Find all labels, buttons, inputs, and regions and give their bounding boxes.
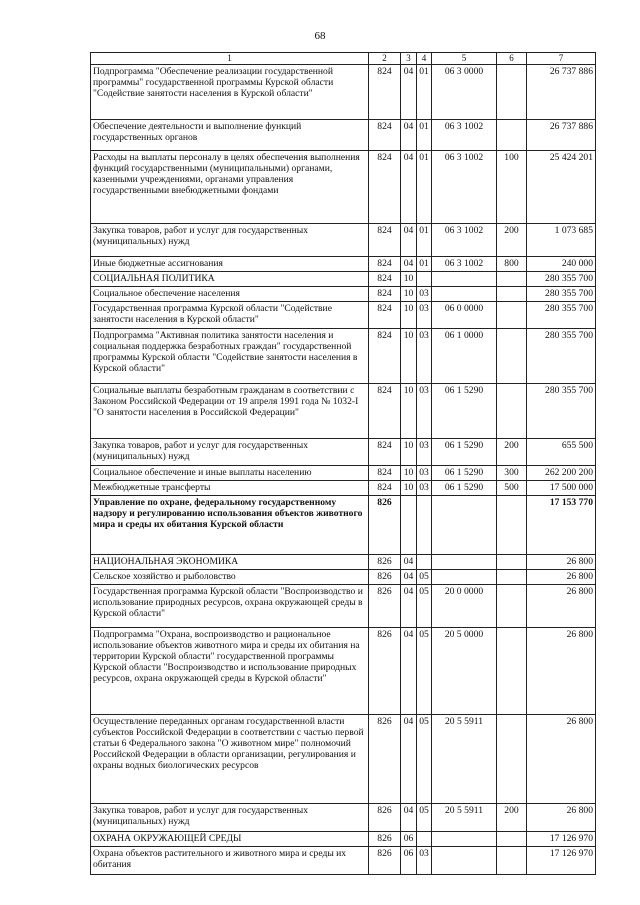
cell-name: Расходы на выплаты персоналу в целях обеспечения выполнения функций государственными (муниципальными) органами, казенными учреждениями, органами управления государственными внебюджетными фондами: [91, 151, 369, 224]
table-row: [91, 65, 596, 120]
cell-subsection-code: [417, 832, 432, 847]
cell-subsection-code: 01: [417, 257, 432, 272]
cell-ministry-code: 824: [369, 272, 401, 287]
cell-amount: 26 800: [527, 585, 596, 628]
cell-subsection-code: 05: [417, 570, 432, 585]
cell-amount: 280 355 700: [527, 287, 596, 302]
cell-section-code: 06: [401, 832, 417, 847]
cell-section-code: 04: [401, 585, 417, 628]
cell-expense-type: [497, 272, 527, 287]
cell-subsection-code: 03: [417, 287, 432, 302]
cell-amount: 26 737 886: [527, 65, 596, 120]
cell-amount: 262 200 200: [527, 466, 596, 481]
cell-expense-type: [497, 832, 527, 847]
table-row: [91, 224, 596, 257]
cell-subsection-code: [417, 555, 432, 570]
cell-subsection-code: 01: [417, 151, 432, 224]
table-row: [91, 329, 596, 384]
cell-target-article: 20 5 5911: [432, 715, 497, 804]
cell-subsection-code: 05: [417, 804, 432, 832]
table-row: [91, 257, 596, 272]
cell-target-article: [432, 496, 497, 555]
table-row: [91, 287, 596, 302]
header-cell: 4: [417, 53, 432, 65]
cell-ministry-code: 826: [369, 496, 401, 555]
cell-subsection-code: 01: [417, 224, 432, 257]
cell-target-article: 06 1 5290: [432, 384, 497, 439]
cell-name: Государственная программа Курской области "Содействие занятости населения в Курской области": [91, 302, 369, 329]
table-row: [91, 151, 596, 224]
cell-expense-type: [497, 496, 527, 555]
table-row: [91, 555, 596, 570]
cell-section-code: 04: [401, 804, 417, 832]
table-row: [91, 585, 596, 628]
cell-target-article: [432, 832, 497, 847]
cell-ministry-code: 826: [369, 628, 401, 715]
cell-expense-type: 200: [497, 804, 527, 832]
cell-expense-type: [497, 287, 527, 302]
cell-name: Иные бюджетные ассигнования: [91, 257, 369, 272]
cell-name: Охрана объектов растительного и животного мира и среды их обитания: [91, 847, 369, 875]
cell-name: Подпрограмма "Активная политика занятости населения и социальная поддержка безработных граждан" государственной программы Курской области "Содействие занятости населения в Курской области": [91, 329, 369, 384]
table-row: [91, 715, 596, 804]
cell-target-article: 06 1 5290: [432, 466, 497, 481]
cell-amount: 280 355 700: [527, 302, 596, 329]
table-row: [91, 804, 596, 832]
cell-section-code: 10: [401, 439, 417, 466]
cell-ministry-code: 824: [369, 151, 401, 224]
cell-expense-type: [497, 847, 527, 875]
cell-expense-type: [497, 715, 527, 804]
cell-section-code: 10: [401, 272, 417, 287]
cell-target-article: 06 1 5290: [432, 439, 497, 466]
cell-name: ОХРАНА ОКРУЖАЮЩЕЙ СРЕДЫ: [91, 832, 369, 847]
cell-name: НАЦИОНАЛЬНАЯ ЭКОНОМИКА: [91, 555, 369, 570]
table-header-row: [91, 53, 596, 65]
header-cell: 3: [401, 53, 417, 65]
cell-ministry-code: 824: [369, 439, 401, 466]
cell-target-article: [432, 847, 497, 875]
cell-name: Социальные выплаты безработным гражданам в соответствии с Законом Российской Федерации от 19 апреля 1991 года № 1032-I "О занятости населения в Российской Федерации": [91, 384, 369, 439]
cell-amount: 655 500: [527, 439, 596, 466]
cell-target-article: 20 5 0000: [432, 628, 497, 715]
cell-amount: 1 073 685: [527, 224, 596, 257]
cell-amount: 17 500 000: [527, 481, 596, 496]
cell-expense-type: [497, 302, 527, 329]
cell-subsection-code: 05: [417, 628, 432, 715]
cell-section-code: 10: [401, 287, 417, 302]
cell-target-article: [432, 287, 497, 302]
cell-section-code: 04: [401, 257, 417, 272]
cell-ministry-code: 824: [369, 224, 401, 257]
cell-name: Подпрограмма "Обеспечение реализации государственной программы" государственной программы Курской области "Содействие занятости населения в Курской области": [91, 65, 369, 120]
cell-expense-type: [497, 555, 527, 570]
cell-amount: 26 800: [527, 628, 596, 715]
cell-target-article: 06 3 1002: [432, 151, 497, 224]
cell-target-article: 06 0 0000: [432, 302, 497, 329]
cell-amount: 240 000: [527, 257, 596, 272]
table-row: [91, 439, 596, 466]
cell-section-code: 04: [401, 555, 417, 570]
cell-expense-type: 800: [497, 257, 527, 272]
cell-amount: 17 126 970: [527, 847, 596, 875]
cell-expense-type: 200: [497, 224, 527, 257]
cell-ministry-code: 826: [369, 804, 401, 832]
cell-ministry-code: 826: [369, 715, 401, 804]
cell-ministry-code: 824: [369, 287, 401, 302]
cell-amount: 26 800: [527, 804, 596, 832]
table-row: [91, 570, 596, 585]
cell-expense-type: [497, 628, 527, 715]
cell-section-code: 04: [401, 65, 417, 120]
cell-section-code: 10: [401, 466, 417, 481]
cell-section-code: 04: [401, 715, 417, 804]
header-cell: 6: [497, 53, 527, 65]
cell-name: Обеспечение деятельности и выполнение функций государственных органов: [91, 120, 369, 151]
cell-name: Сельское хозяйство и рыболовство: [91, 570, 369, 585]
cell-ministry-code: 826: [369, 585, 401, 628]
cell-target-article: [432, 272, 497, 287]
cell-name: Подпрограмма "Охрана, воспроизводство и рациональное использование объектов животного мира и среды их обитания на территории Курской области" государственной программы Курской области "Воспроизводство и использование природных ресурсов, охрана окружающей среды в Курской области": [91, 628, 369, 715]
cell-name: Закупка товаров, работ и услуг для государственных (муниципальных) нужд: [91, 439, 369, 466]
cell-section-code: 10: [401, 302, 417, 329]
cell-expense-type: [497, 120, 527, 151]
cell-section-code: 06: [401, 847, 417, 875]
table-row: [91, 481, 596, 496]
cell-amount: 280 355 700: [527, 384, 596, 439]
cell-name: Управление по охране, федеральному государственному надзору и регулированию использования объектов животного мира и среды их обитания Курской области: [91, 496, 369, 555]
cell-name: Закупка товаров, работ и услуг для государственных (муниципальных) нужд: [91, 804, 369, 832]
table-row: [91, 847, 596, 875]
cell-section-code: 04: [401, 628, 417, 715]
table-row: [91, 384, 596, 439]
cell-section-code: 04: [401, 570, 417, 585]
cell-amount: 26 737 886: [527, 120, 596, 151]
cell-section-code: [401, 496, 417, 555]
table-row: [91, 120, 596, 151]
cell-ministry-code: 824: [369, 257, 401, 272]
table-row: [91, 832, 596, 847]
cell-expense-type: [497, 570, 527, 585]
table-row: [91, 466, 596, 481]
cell-target-article: 20 0 0000: [432, 585, 497, 628]
cell-section-code: 10: [401, 329, 417, 384]
cell-name: Социальное обеспечение и иные выплаты населению: [91, 466, 369, 481]
cell-target-article: 06 1 5290: [432, 481, 497, 496]
table-row: [91, 628, 596, 715]
cell-amount: 17 126 970: [527, 832, 596, 847]
cell-target-article: 06 3 1002: [432, 224, 497, 257]
cell-section-code: 10: [401, 384, 417, 439]
table-row: [91, 302, 596, 329]
cell-name: Закупка товаров, работ и услуг для государственных (муниципальных) нужд: [91, 224, 369, 257]
cell-amount: 26 800: [527, 715, 596, 804]
cell-subsection-code: 05: [417, 585, 432, 628]
cell-ministry-code: 824: [369, 65, 401, 120]
cell-name: Государственная программа Курской области "Воспроизводство и использование природных ресурсов, охрана окружающей среды в Курской области": [91, 585, 369, 628]
cell-target-article: 06 3 1002: [432, 120, 497, 151]
cell-amount: 17 153 770: [527, 496, 596, 555]
table-row: [91, 272, 596, 287]
page-number: 68: [314, 30, 326, 42]
cell-ministry-code: 824: [369, 481, 401, 496]
cell-target-article: [432, 555, 497, 570]
cell-target-article: 20 5 5911: [432, 804, 497, 832]
cell-amount: 25 424 201: [527, 151, 596, 224]
header-cell: 5: [432, 53, 497, 65]
cell-expense-type: 500: [497, 481, 527, 496]
cell-subsection-code: 03: [417, 466, 432, 481]
cell-expense-type: [497, 585, 527, 628]
cell-ministry-code: 826: [369, 555, 401, 570]
cell-subsection-code: [417, 272, 432, 287]
cell-amount: 280 355 700: [527, 329, 596, 384]
cell-amount: 26 800: [527, 555, 596, 570]
cell-expense-type: 100: [497, 151, 527, 224]
cell-section-code: 04: [401, 151, 417, 224]
cell-amount: 26 800: [527, 570, 596, 585]
cell-subsection-code: 01: [417, 120, 432, 151]
cell-name: Социальное обеспечение населения: [91, 287, 369, 302]
cell-expense-type: [497, 384, 527, 439]
table-row: [91, 496, 596, 555]
cell-ministry-code: 824: [369, 120, 401, 151]
cell-ministry-code: 826: [369, 832, 401, 847]
cell-expense-type: 300: [497, 466, 527, 481]
cell-section-code: 10: [401, 481, 417, 496]
header-cell: 2: [369, 53, 401, 65]
cell-subsection-code: 03: [417, 329, 432, 384]
cell-amount: 280 355 700: [527, 272, 596, 287]
cell-ministry-code: 824: [369, 329, 401, 384]
cell-subsection-code: 03: [417, 439, 432, 466]
cell-ministry-code: 826: [369, 570, 401, 585]
cell-subsection-code: 03: [417, 481, 432, 496]
cell-section-code: 04: [401, 120, 417, 151]
cell-subsection-code: 03: [417, 847, 432, 875]
cell-expense-type: [497, 329, 527, 384]
cell-target-article: 06 3 1002: [432, 257, 497, 272]
budget-table: [90, 52, 596, 875]
cell-section-code: 04: [401, 224, 417, 257]
cell-ministry-code: 824: [369, 384, 401, 439]
cell-subsection-code: [417, 496, 432, 555]
cell-expense-type: 200: [497, 439, 527, 466]
cell-subsection-code: 03: [417, 302, 432, 329]
cell-expense-type: [497, 65, 527, 120]
cell-ministry-code: 824: [369, 466, 401, 481]
cell-name: Осуществление переданных органам государственной власти субъектов Российской Федерации в соответствии с частью первой статьи 6 Федерального закона "О животном мире" полномочий Российской Федерации в области организации, регулирования и охраны водных биологических ресурсов: [91, 715, 369, 804]
cell-subsection-code: 03: [417, 384, 432, 439]
cell-subsection-code: 01: [417, 65, 432, 120]
cell-ministry-code: 826: [369, 847, 401, 875]
cell-target-article: 06 3 0000: [432, 65, 497, 120]
header-cell: 7: [527, 53, 596, 65]
cell-target-article: 06 1 0000: [432, 329, 497, 384]
cell-target-article: [432, 570, 497, 585]
cell-subsection-code: 05: [417, 715, 432, 804]
cell-name: СОЦИАЛЬНАЯ ПОЛИТИКА: [91, 272, 369, 287]
cell-name: Межбюджетные трансферты: [91, 481, 369, 496]
header-cell: 1: [91, 53, 369, 65]
cell-ministry-code: 824: [369, 302, 401, 329]
